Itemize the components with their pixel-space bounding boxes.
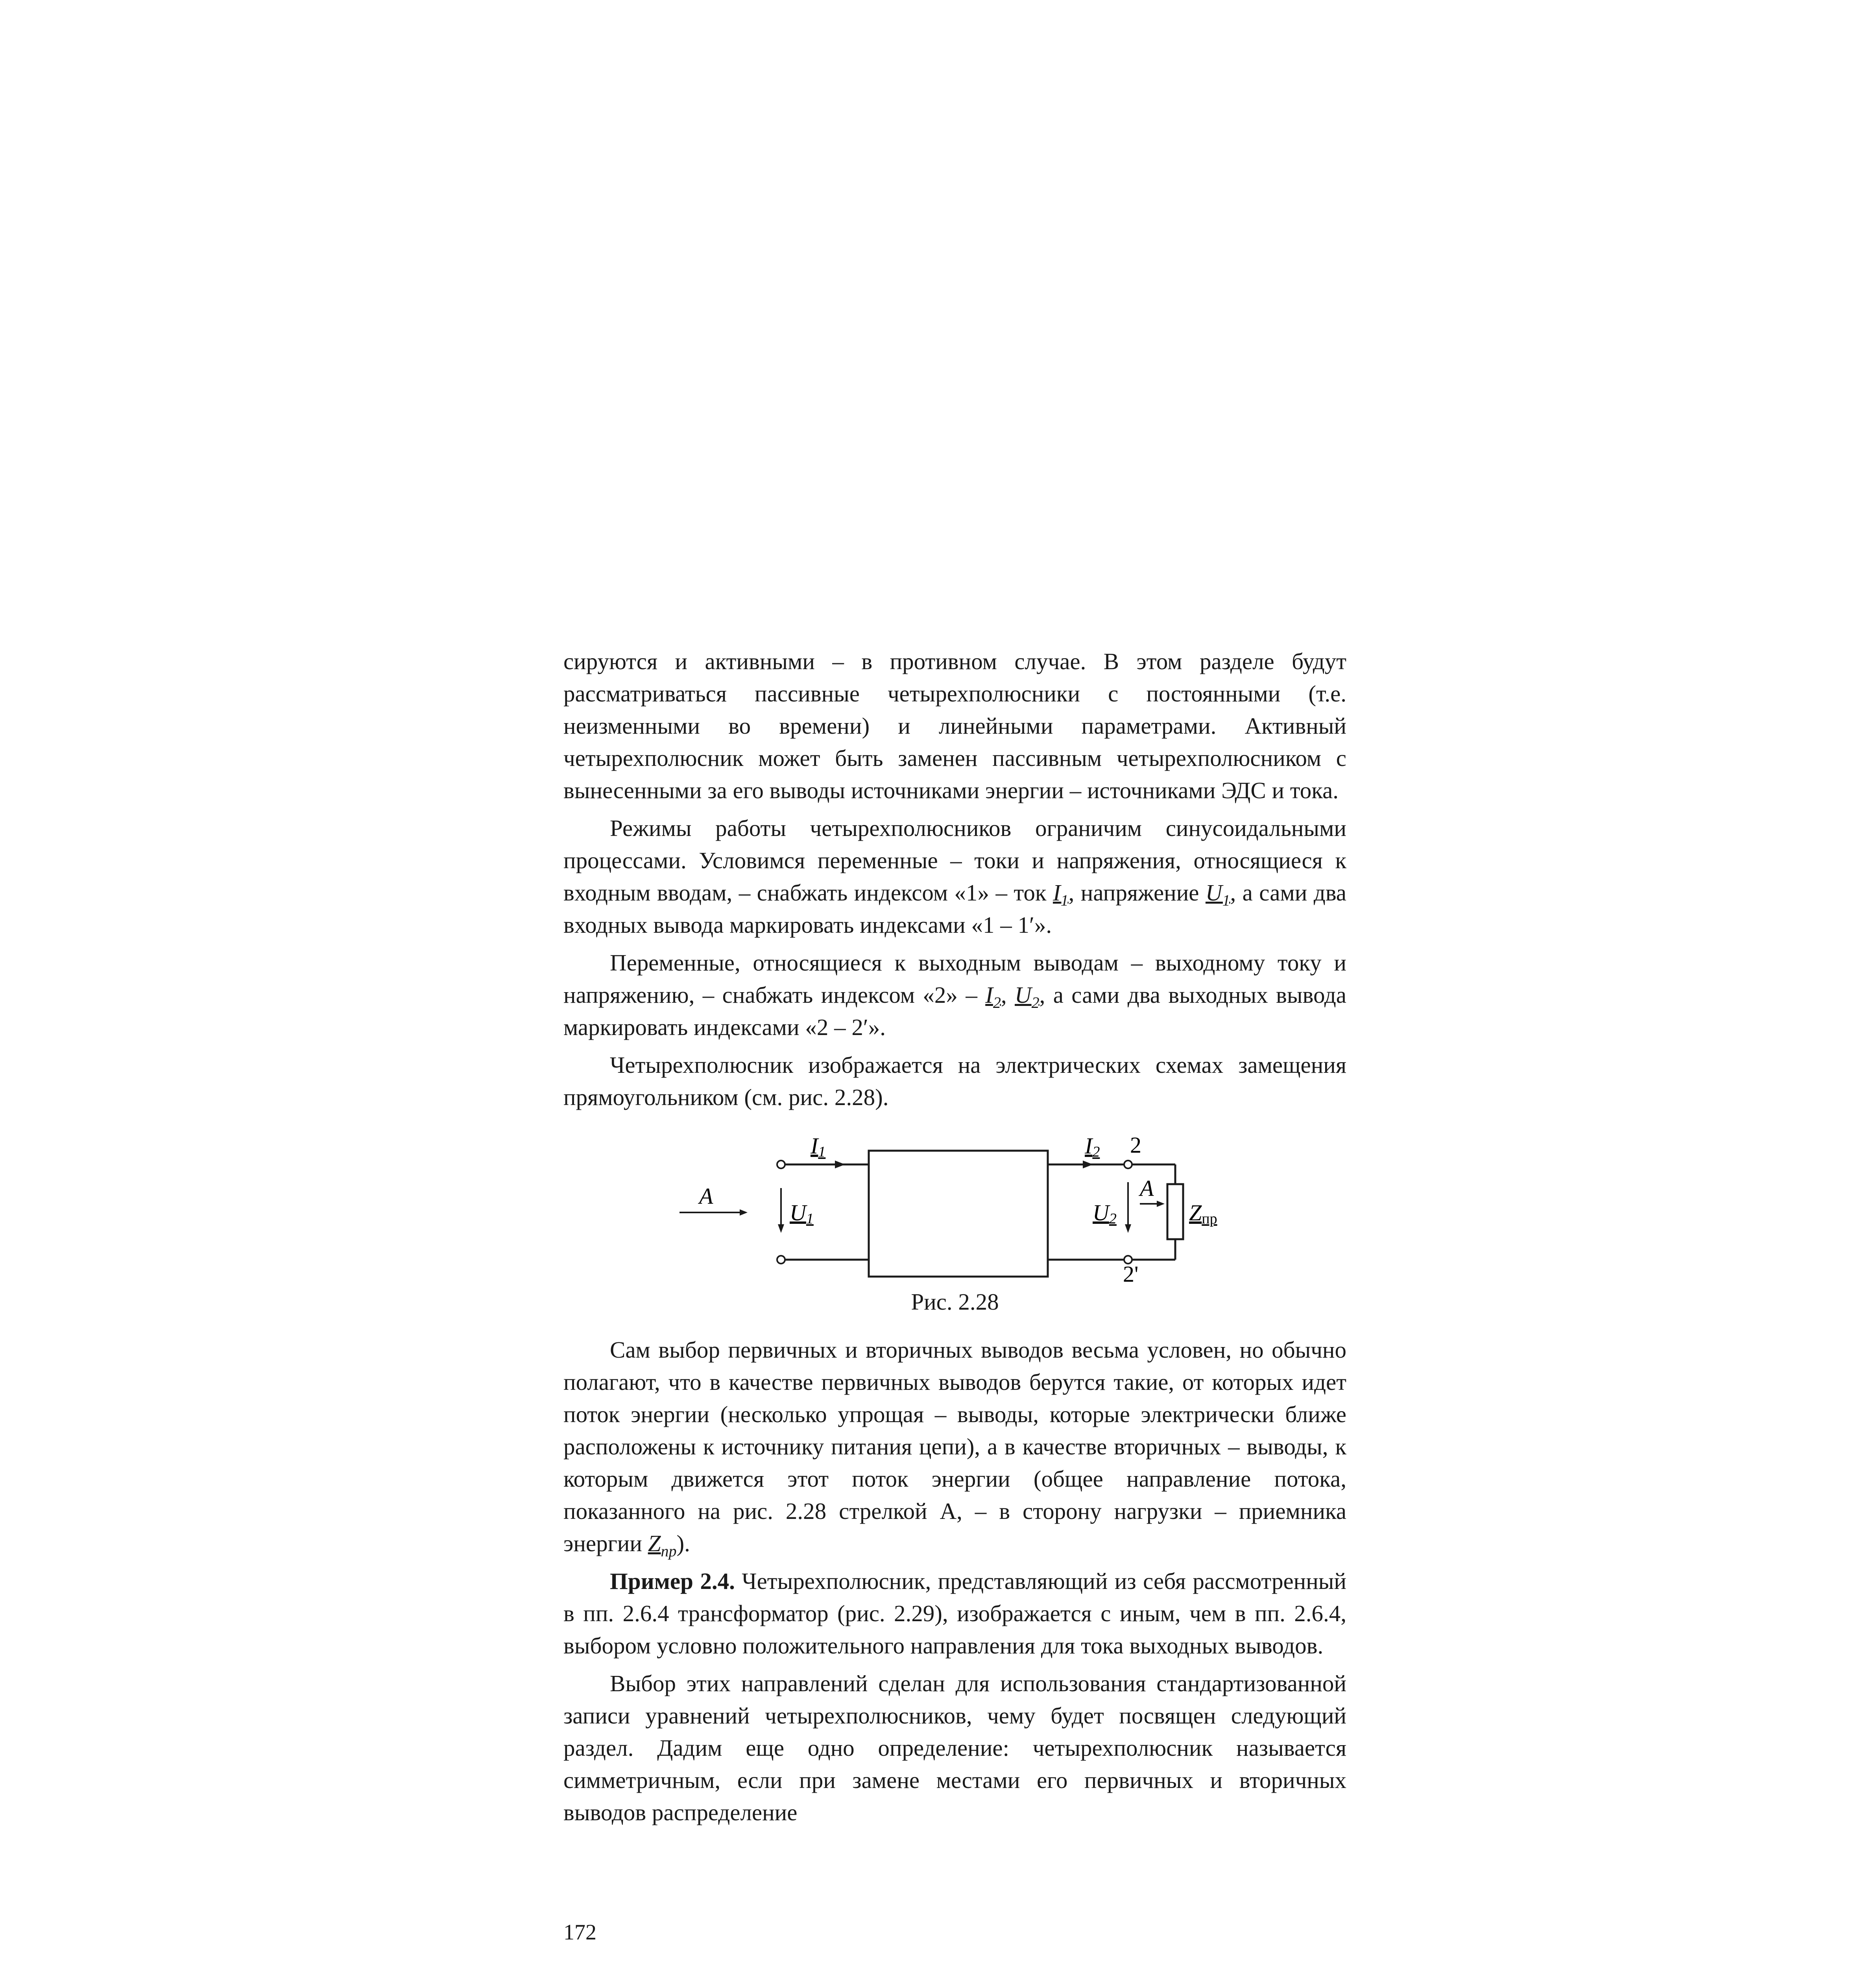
voltage-u1-label: U1 <box>790 1200 814 1227</box>
terminal-2 <box>1124 1161 1132 1168</box>
voltage-u2-label: U2 <box>1093 1200 1117 1227</box>
current-i2-label: I2 <box>1085 1133 1100 1160</box>
output-flow-arrowhead <box>1157 1201 1165 1207</box>
paragraph-4: Четырехполюсник изображается на электрических схемах замещения прямоугольником (см. рис. 2.28). <box>563 1052 1346 1110</box>
example-heading: Пример 2.4. <box>610 1568 735 1594</box>
voltage-u1-arrowhead <box>778 1224 784 1233</box>
symbol-i2: $I_2$ <box>985 982 1001 1011</box>
symbol-zpr: $Z_{пр}$ <box>648 1530 677 1560</box>
terminal-2-prime-label: 2' <box>1123 1261 1139 1282</box>
paragraph-2 <box>563 812 1346 941</box>
paragraph-5-text-a: Сам выбор первичных и вторичных выводов весьма условен, но обычно полагают, что в качестве первичных выводов берутся такие, от которых идет поток энергии (несколько упрощая – выводы, которые электрически ближе расположены к источнику питания цепи), а в качестве вторичных – выводы, к которым движется этот поток энергии (общее направление потока, показанного на рис. 2.28 стрелкой А, – в сторону нагрузки – приемника энергии <box>563 1337 1346 1556</box>
input-flow-arrowhead <box>740 1209 748 1216</box>
paragraph-5 <box>563 1334 1346 1559</box>
figure-2-28 <box>563 1113 1346 1282</box>
figure-caption: Рис. 2.28 <box>911 1289 999 1315</box>
four-terminal-box <box>869 1151 1048 1277</box>
four-terminal-network-diagram <box>563 1113 1346 1282</box>
page-number: 172 <box>563 1920 596 1945</box>
paragraph-2-text-c: , а сами два входных вывода маркировать индексами «1 – 1′». <box>563 880 1346 938</box>
paragraph-6 <box>563 1565 1346 1662</box>
symbol-u2: $U_2$ <box>1015 982 1040 1011</box>
symbol-i1: $I_1$ <box>1052 880 1069 909</box>
terminal-1-prime <box>777 1256 785 1264</box>
current-i1-arrowhead <box>835 1161 845 1168</box>
symbol-u1: $U_1$ <box>1205 880 1230 909</box>
input-flow-label: A <box>699 1183 713 1209</box>
paragraph-6-text: Четырехполюсник, представляющий из себя рассмотренный в пп. 2.6.4 трансформатор (рис. 2.29), изображается с иным, чем в пп. 2.6.4, выбором условно положительного направления для тока выходных выводов. <box>563 1568 1346 1659</box>
voltage-u2-arrowhead <box>1125 1224 1131 1233</box>
current-i1-label: I1 <box>811 1133 826 1160</box>
current-i2-arrowhead <box>1083 1161 1093 1168</box>
paragraph-2-text-a: Режимы работы четырехполюсников ограничим синусоидальными процессами. Условимся переменные – токи и напряжения, относящиеся к входным вводам, – снабжать индексом «1» – ток <box>563 815 1346 906</box>
terminal-1 <box>777 1161 785 1168</box>
terminal-2-label: 2 <box>1130 1132 1141 1158</box>
output-flow-label: A <box>1140 1175 1154 1201</box>
paragraph-3 <box>563 947 1346 1043</box>
paragraph-3-text-a: Переменные, относящиеся к выходным выводам – выходному току и напряжению, – снабжать индексом «2» – <box>563 950 1346 1008</box>
load-resistor <box>1167 1184 1183 1239</box>
paragraph-1: сируются и активными – в противном случае. В этом разделе будут рассматриваться пассивные четырехполюсники с постоянными (т.е. неизменными во времени) и линейными параметрами. Активный четырехполюсник может быть заменен пассивным четырехполюсником с вынесенными за его выводы источниками энергии – источниками ЭДС и тока. <box>563 648 1346 803</box>
symbol-separator: , <box>1001 982 1015 1008</box>
paragraph-2-text-b: , напряжение <box>1068 880 1206 906</box>
paragraph-5-text-b: ). <box>676 1530 690 1556</box>
paragraph-3-text-b: , а сами два выходных вывода маркировать индексами «2 – 2′». <box>563 982 1346 1040</box>
text-column <box>563 645 1346 1829</box>
load-impedance-label: Zпр <box>1189 1200 1217 1227</box>
paragraph-7: Выбор этих направлений сделан для использования стандартизованной записи уравнений четырехполюсников, чему будет посвящен следующий раздел. Дадим еще одно определение: четырехполюсник называется симметричным, если при замене местами его первичных и вторичных выводов распределение <box>563 1670 1346 1825</box>
